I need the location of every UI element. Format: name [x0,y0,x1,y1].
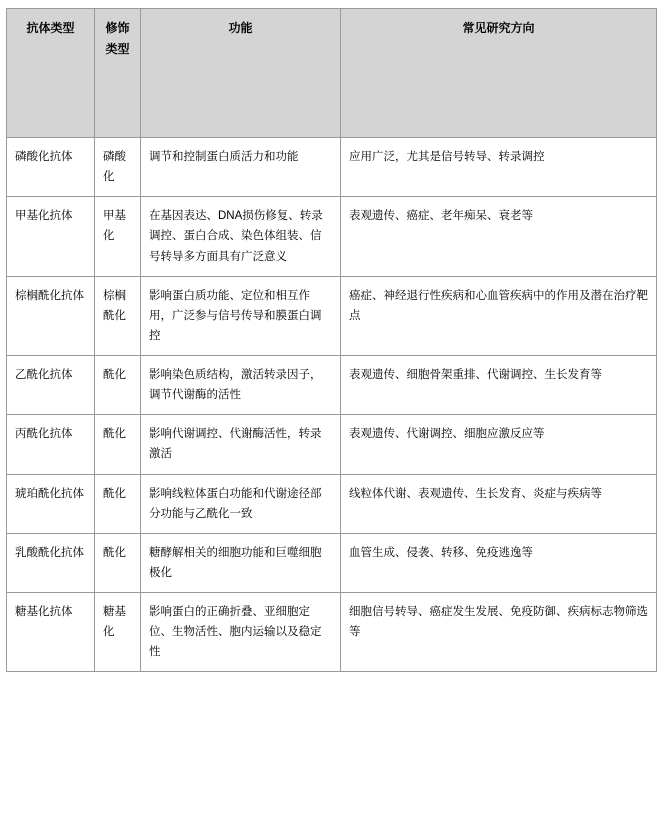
cell-antibody-type: 琥珀酰化抗体 [7,474,95,533]
column-header-antibody-type: 抗体类型 [7,9,95,138]
table-row [7,356,657,415]
table-row [7,197,657,276]
cell-antibody-type: 丙酰化抗体 [7,415,95,474]
column-header-research-directions: 常见研究方向 [341,9,657,138]
table-header [7,9,657,138]
antibody-modification-table [6,8,657,672]
table-row [7,474,657,533]
cell-function: 影响染色质结构，激活转录因子，调节代谢酶的活性 [141,356,341,415]
cell-function: 影响代谢调控、代谢酶活性，转录激活 [141,415,341,474]
cell-research-directions: 线粒体代谢、表观遗传、生长发育、炎症与疾病等 [341,474,657,533]
column-header-function: 功能 [141,9,341,138]
cell-antibody-type: 糖基化抗体 [7,593,95,672]
cell-modification-type: 棕榈酰化 [95,276,141,355]
table-row [7,415,657,474]
cell-antibody-type: 乳酸酰化抗体 [7,533,95,592]
cell-modification-type: 甲基化 [95,197,141,276]
cell-function: 影响线粒体蛋白功能和代谢途径部分功能与乙酰化一致 [141,474,341,533]
cell-research-directions: 表观遗传、代谢调控、细胞应激反应等 [341,415,657,474]
cell-antibody-type: 甲基化抗体 [7,197,95,276]
table-body [7,138,657,672]
cell-research-directions: 表观遗传、细胞骨架重排、代谢调控、生长发育等 [341,356,657,415]
cell-function: 影响蛋白的正确折叠、亚细胞定位、生物活性、胞内运输以及稳定性 [141,593,341,672]
cell-modification-type: 酰化 [95,415,141,474]
cell-modification-type: 酰化 [95,474,141,533]
cell-function: 调节和控制蛋白质活力和功能 [141,138,341,197]
cell-function: 影响蛋白质功能、定位和相互作用，广泛参与信号传导和膜蛋白调控 [141,276,341,355]
table-row [7,593,657,672]
cell-antibody-type: 棕榈酰化抗体 [7,276,95,355]
table-header-row [7,9,657,138]
table-row [7,533,657,592]
cell-research-directions: 癌症、神经退行性疾病和心血管疾病中的作用及潜在治疗靶点 [341,276,657,355]
cell-function: 糖酵解相关的细胞功能和巨噬细胞极化 [141,533,341,592]
table-row [7,138,657,197]
table-row [7,276,657,355]
cell-modification-type: 酰化 [95,356,141,415]
cell-research-directions: 细胞信号转导、癌症发生发展、免疫防御、疾病标志物筛选等 [341,593,657,672]
column-header-modification-type: 修饰类型 [95,9,141,138]
cell-modification-type: 磷酸化 [95,138,141,197]
cell-research-directions: 血管生成、侵袭、转移、免疫逃逸等 [341,533,657,592]
cell-function: 在基因表达、DNA损伤修复、转录调控、蛋白合成、染色体组装、信号转导多方面具有广泛意义 [141,197,341,276]
cell-research-directions: 表观遗传、癌症、老年痴呆、衰老等 [341,197,657,276]
cell-research-directions: 应用广泛，尤其是信号转导、转录调控 [341,138,657,197]
cell-modification-type: 糖基化 [95,593,141,672]
cell-antibody-type: 乙酰化抗体 [7,356,95,415]
cell-antibody-type: 磷酸化抗体 [7,138,95,197]
cell-modification-type: 酰化 [95,533,141,592]
